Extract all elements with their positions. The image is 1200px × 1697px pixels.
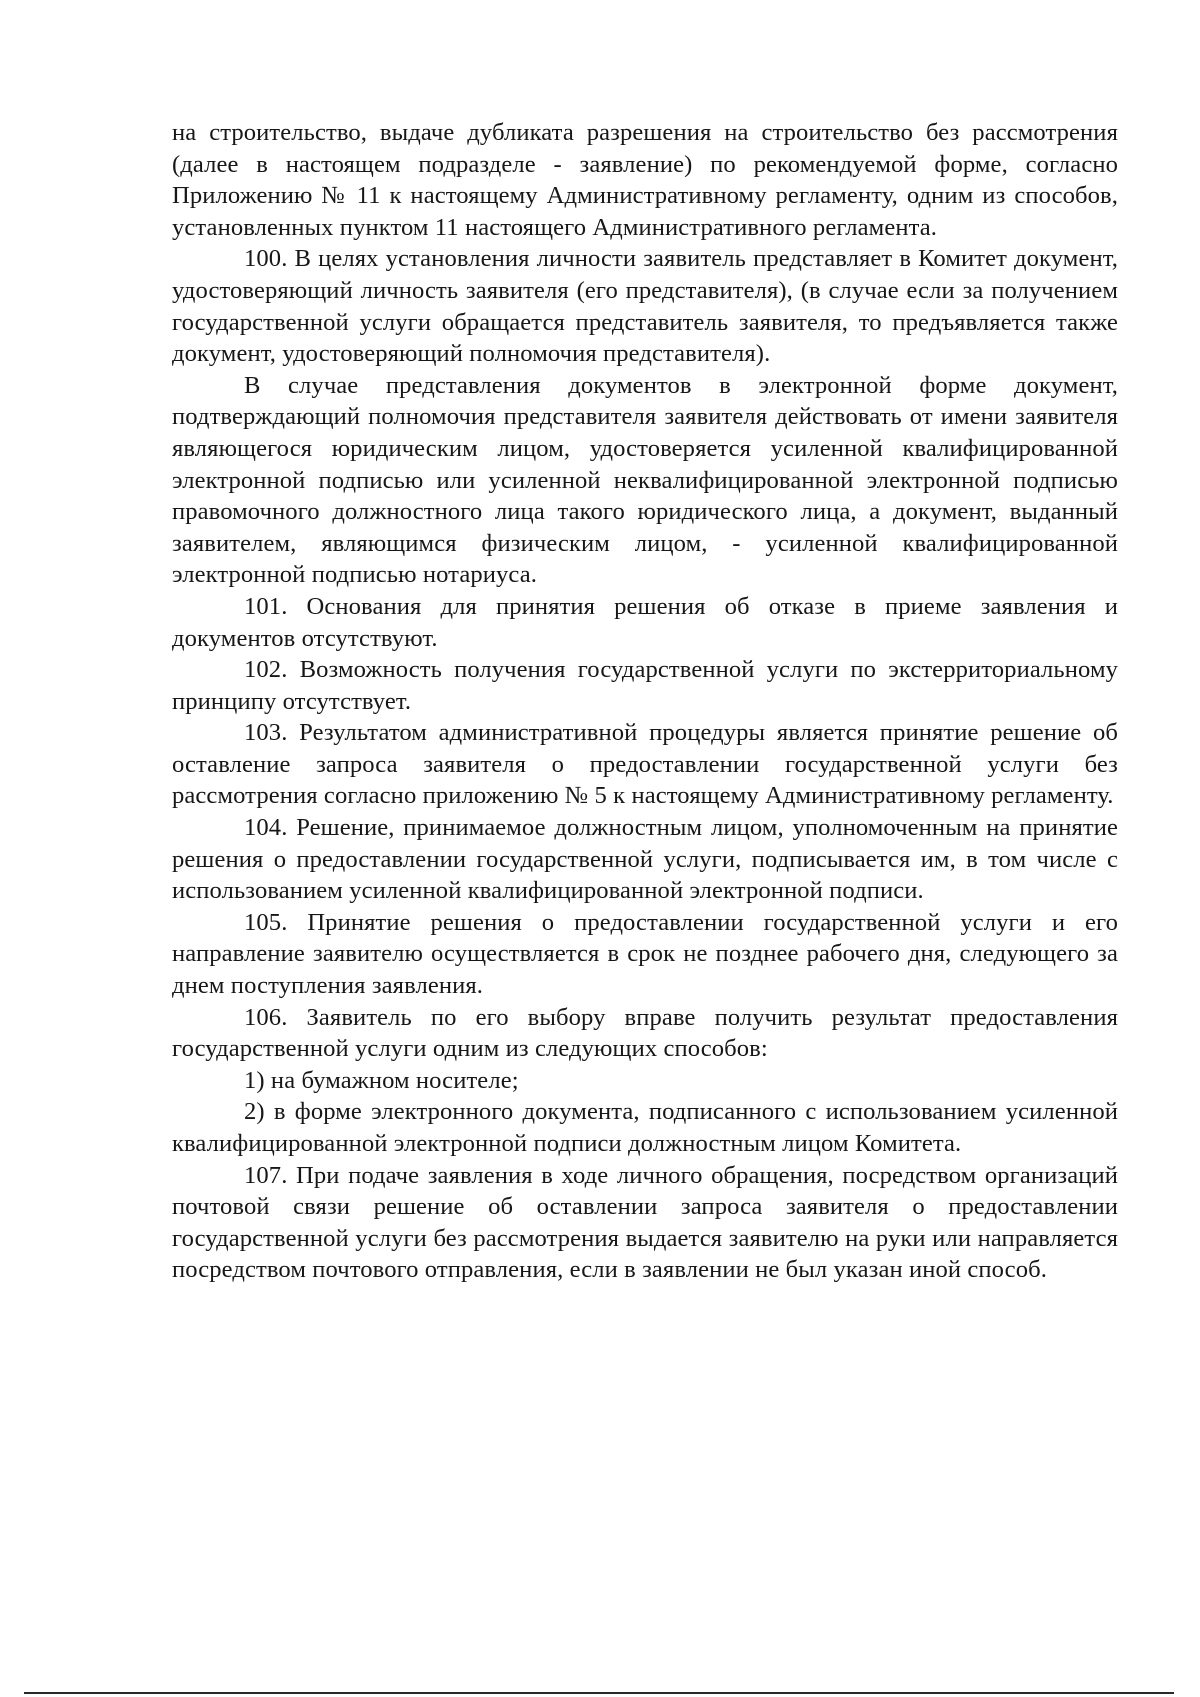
paragraph-electronic-documents: В случае представления документов в электронной форме документ, подтверждающий полномочия представителя заявителя действовать от имени заявителя являющегося юридическим лицом, удостоверяется усиленной квалифицированной электронной подписью или усиленной неквалифицированной электронной подписью правомочного должностного лица такого юридического лица, а документ, выданный заявителем, являющимся физическим лицом, - усиленной квалифицированной электронной подписью нотариуса. bbox=[172, 371, 1118, 589]
paragraph-107: 107. При подаче заявления в ходе личного обращения, посредством организаций почтовой связи решение об оставлении запроса заявителя о предоставлении государственной услуги без рассмотрения выдается заявителю на руки или направляется посредством почтового отправления, если в заявлении не был указан иной способ. bbox=[172, 1161, 1118, 1284]
paragraph-106: 106. Заявитель по его выбору вправе получить результат предоставления государственной услуги одним из следующих способов: bbox=[172, 1003, 1118, 1063]
page-bottom-rule bbox=[24, 1692, 1174, 1694]
document-page bbox=[172, 117, 1118, 1286]
paragraph-102: 102. Возможность получения государственной услуги по экстерриториальному принципу отсутствует. bbox=[172, 656, 1118, 715]
paragraph-101: 101. Основания для принятия решения об отказе в приеме заявления и документов отсутствуют. bbox=[172, 592, 1118, 652]
paragraph-105: 105. Принятие решения о предоставлении государственной услуги и его направление заявителю осуществляется в срок не позднее рабочего дня, следующего за днем поступления заявления. bbox=[172, 908, 1118, 1000]
paragraph-103: 103. Результатом административной процедуры является принятие решение об оставление запроса заявителя о предоставлении государственной услуги без рассмотрения согласно приложению № 5 к настоящему Административному регламенту. bbox=[172, 719, 1118, 810]
paragraph-continuation: на строительство, выдаче дубликата разрешения на строительство без рассмотрения (далее в настоящем подразделе - заявление) по рекомендуемой форме, согласно Приложению № 11 к настоящему Административному регламенту, одним из способов, установленных пунктом 11 настоящего Административного регламента. bbox=[172, 119, 1118, 241]
paragraph-100: 100. В целях установления личности заявитель представляет в Комитет документ, удостоверяющий личность заявителя (его представителя), (в случае если за получением государственной услуги обращается представитель заявителя, то предъявляется также документ, удостоверяющий полномочия представителя). bbox=[172, 245, 1118, 368]
list-item-electronic: 2) в форме электронного документа, подписанного с использованием усиленной квалифицированной электронной подписи должностным лицом Комитета. bbox=[172, 1098, 1118, 1157]
list-item-paper: 1) на бумажном носителе; bbox=[244, 1066, 519, 1094]
paragraph-104: 104. Решение, принимаемое должностным лицом, уполномоченным на принятие решения о предоставлении государственной услуги, подписывается им, в том числе с использованием усиленной квалифицированной электронной подписи. bbox=[172, 814, 1118, 905]
